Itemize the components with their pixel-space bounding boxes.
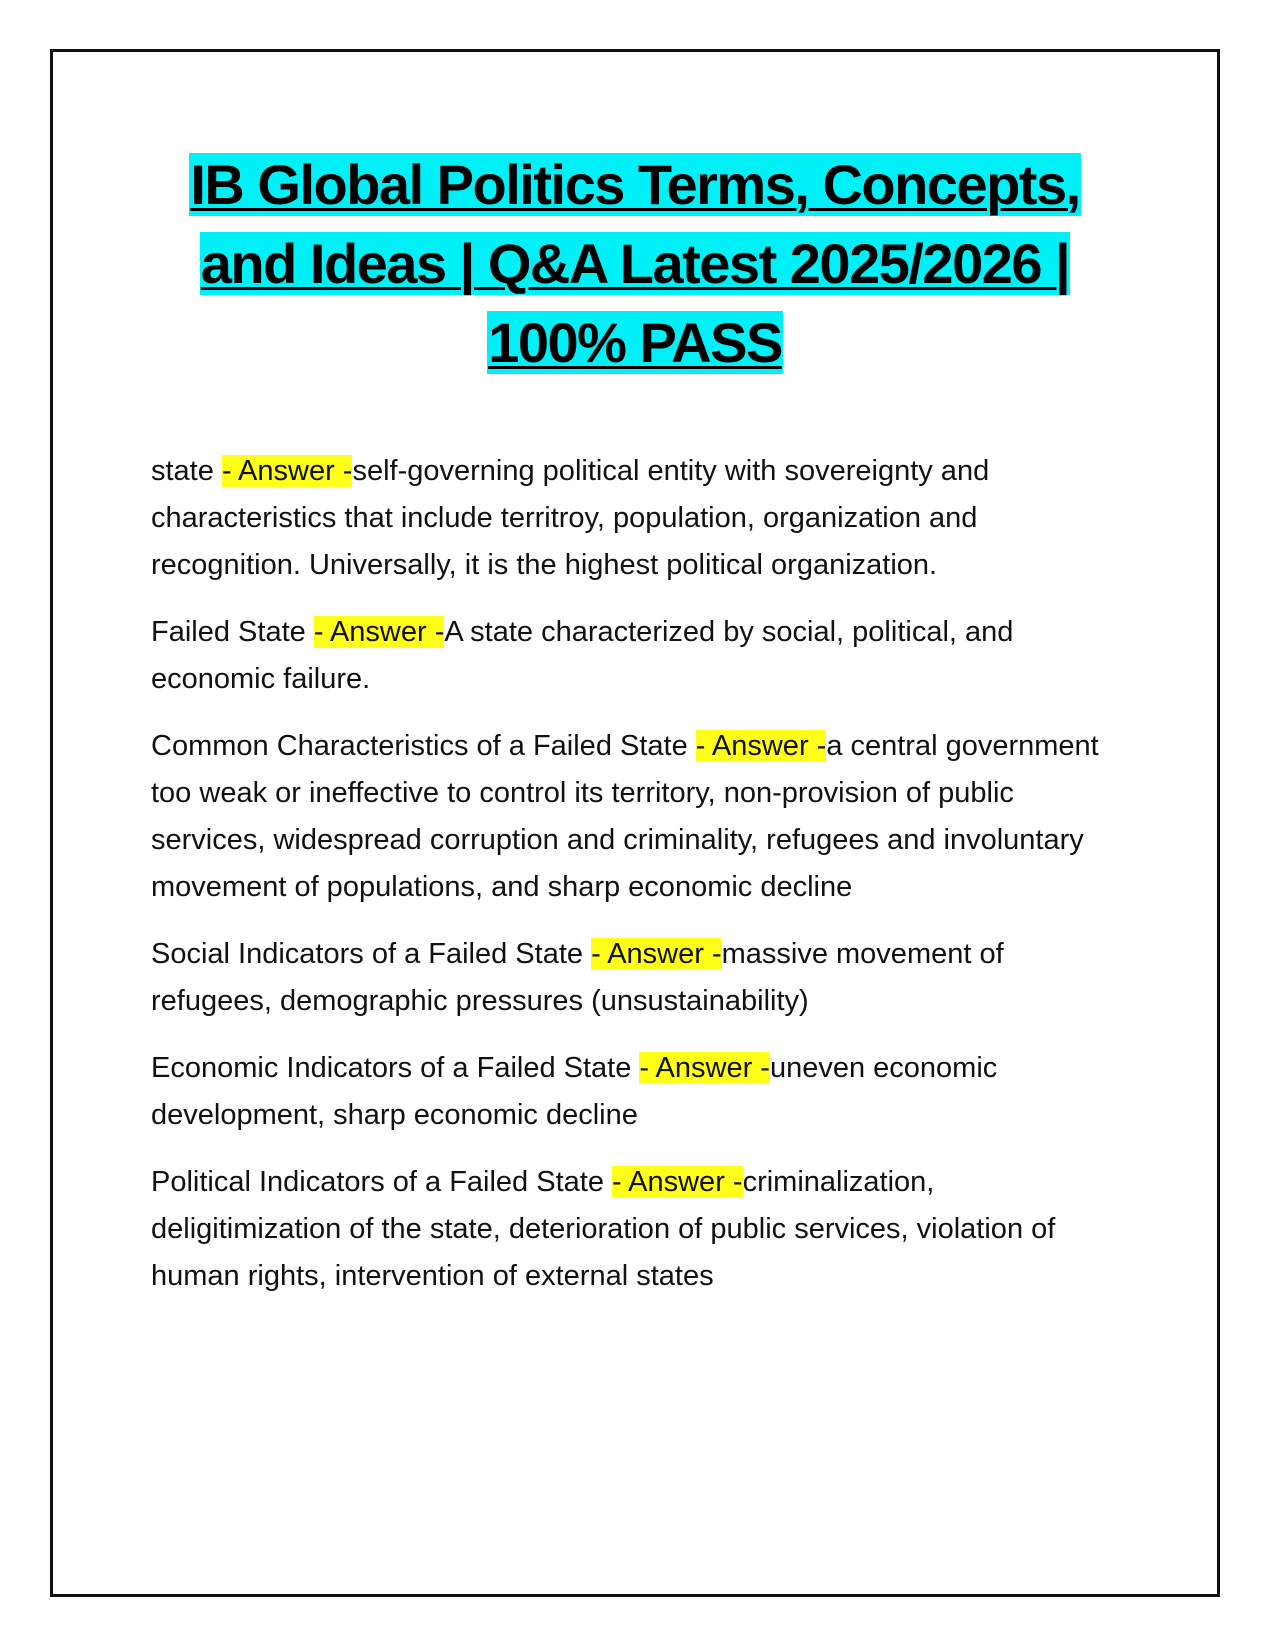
qa-term: state xyxy=(151,455,214,487)
qa-definition: massive movement of refugees, demographic pressures (unsustainability) xyxy=(151,938,1004,1017)
qa-definition: a central government too weak or ineffective to control its territory, non-provision of public services, widespread corruption and criminality, refugees and involuntary movement of populations, and sharp economic decline xyxy=(151,730,1099,903)
answer-tag: - Answer - xyxy=(591,938,722,970)
qa-entry xyxy=(151,1159,1131,1300)
qa-term: Social Indicators of a Failed State xyxy=(151,938,584,970)
qa-entry xyxy=(151,609,1131,703)
qa-entry xyxy=(151,723,1131,911)
answer-tag: - Answer - xyxy=(313,616,445,648)
qa-entry xyxy=(151,1045,1131,1139)
title-line: 100% PASS xyxy=(488,311,782,374)
title-line: and Ideas | Q&A Latest 2025/2026 | xyxy=(200,232,1070,295)
qa-definition: uneven economic development, sharp economic decline xyxy=(151,1052,998,1131)
qa-term: Failed State xyxy=(151,616,306,648)
qa-definition: criminalization, deligitimization of the state, deterioration of public services, violation of human rights, intervention of external states xyxy=(151,1166,1056,1292)
answer-tag: - Answer - xyxy=(639,1052,770,1084)
answer-tag: - Answer - xyxy=(695,730,827,762)
qa-entry xyxy=(151,448,1131,589)
qa-definition: A state characterized by social, political, and economic failure. xyxy=(151,616,1014,695)
qa-term: Economic Indicators of a Failed State xyxy=(151,1052,632,1084)
qa-term: Common Characteristics of a Failed State xyxy=(151,730,688,762)
qa-list xyxy=(151,448,1131,1320)
title-line: IB Global Politics Terms, Concepts, xyxy=(190,153,1080,216)
document-title xyxy=(100,145,1170,382)
answer-tag: - Answer - xyxy=(221,455,353,487)
answer-tag: - Answer - xyxy=(612,1166,743,1198)
qa-definition: self-governing political entity with sovereignty and characteristics that include territroy, population, organization and recognition. Universally, it is the highest political organization. xyxy=(151,455,990,581)
qa-entry xyxy=(151,931,1131,1025)
qa-term: Political Indicators of a Failed State xyxy=(151,1166,604,1198)
